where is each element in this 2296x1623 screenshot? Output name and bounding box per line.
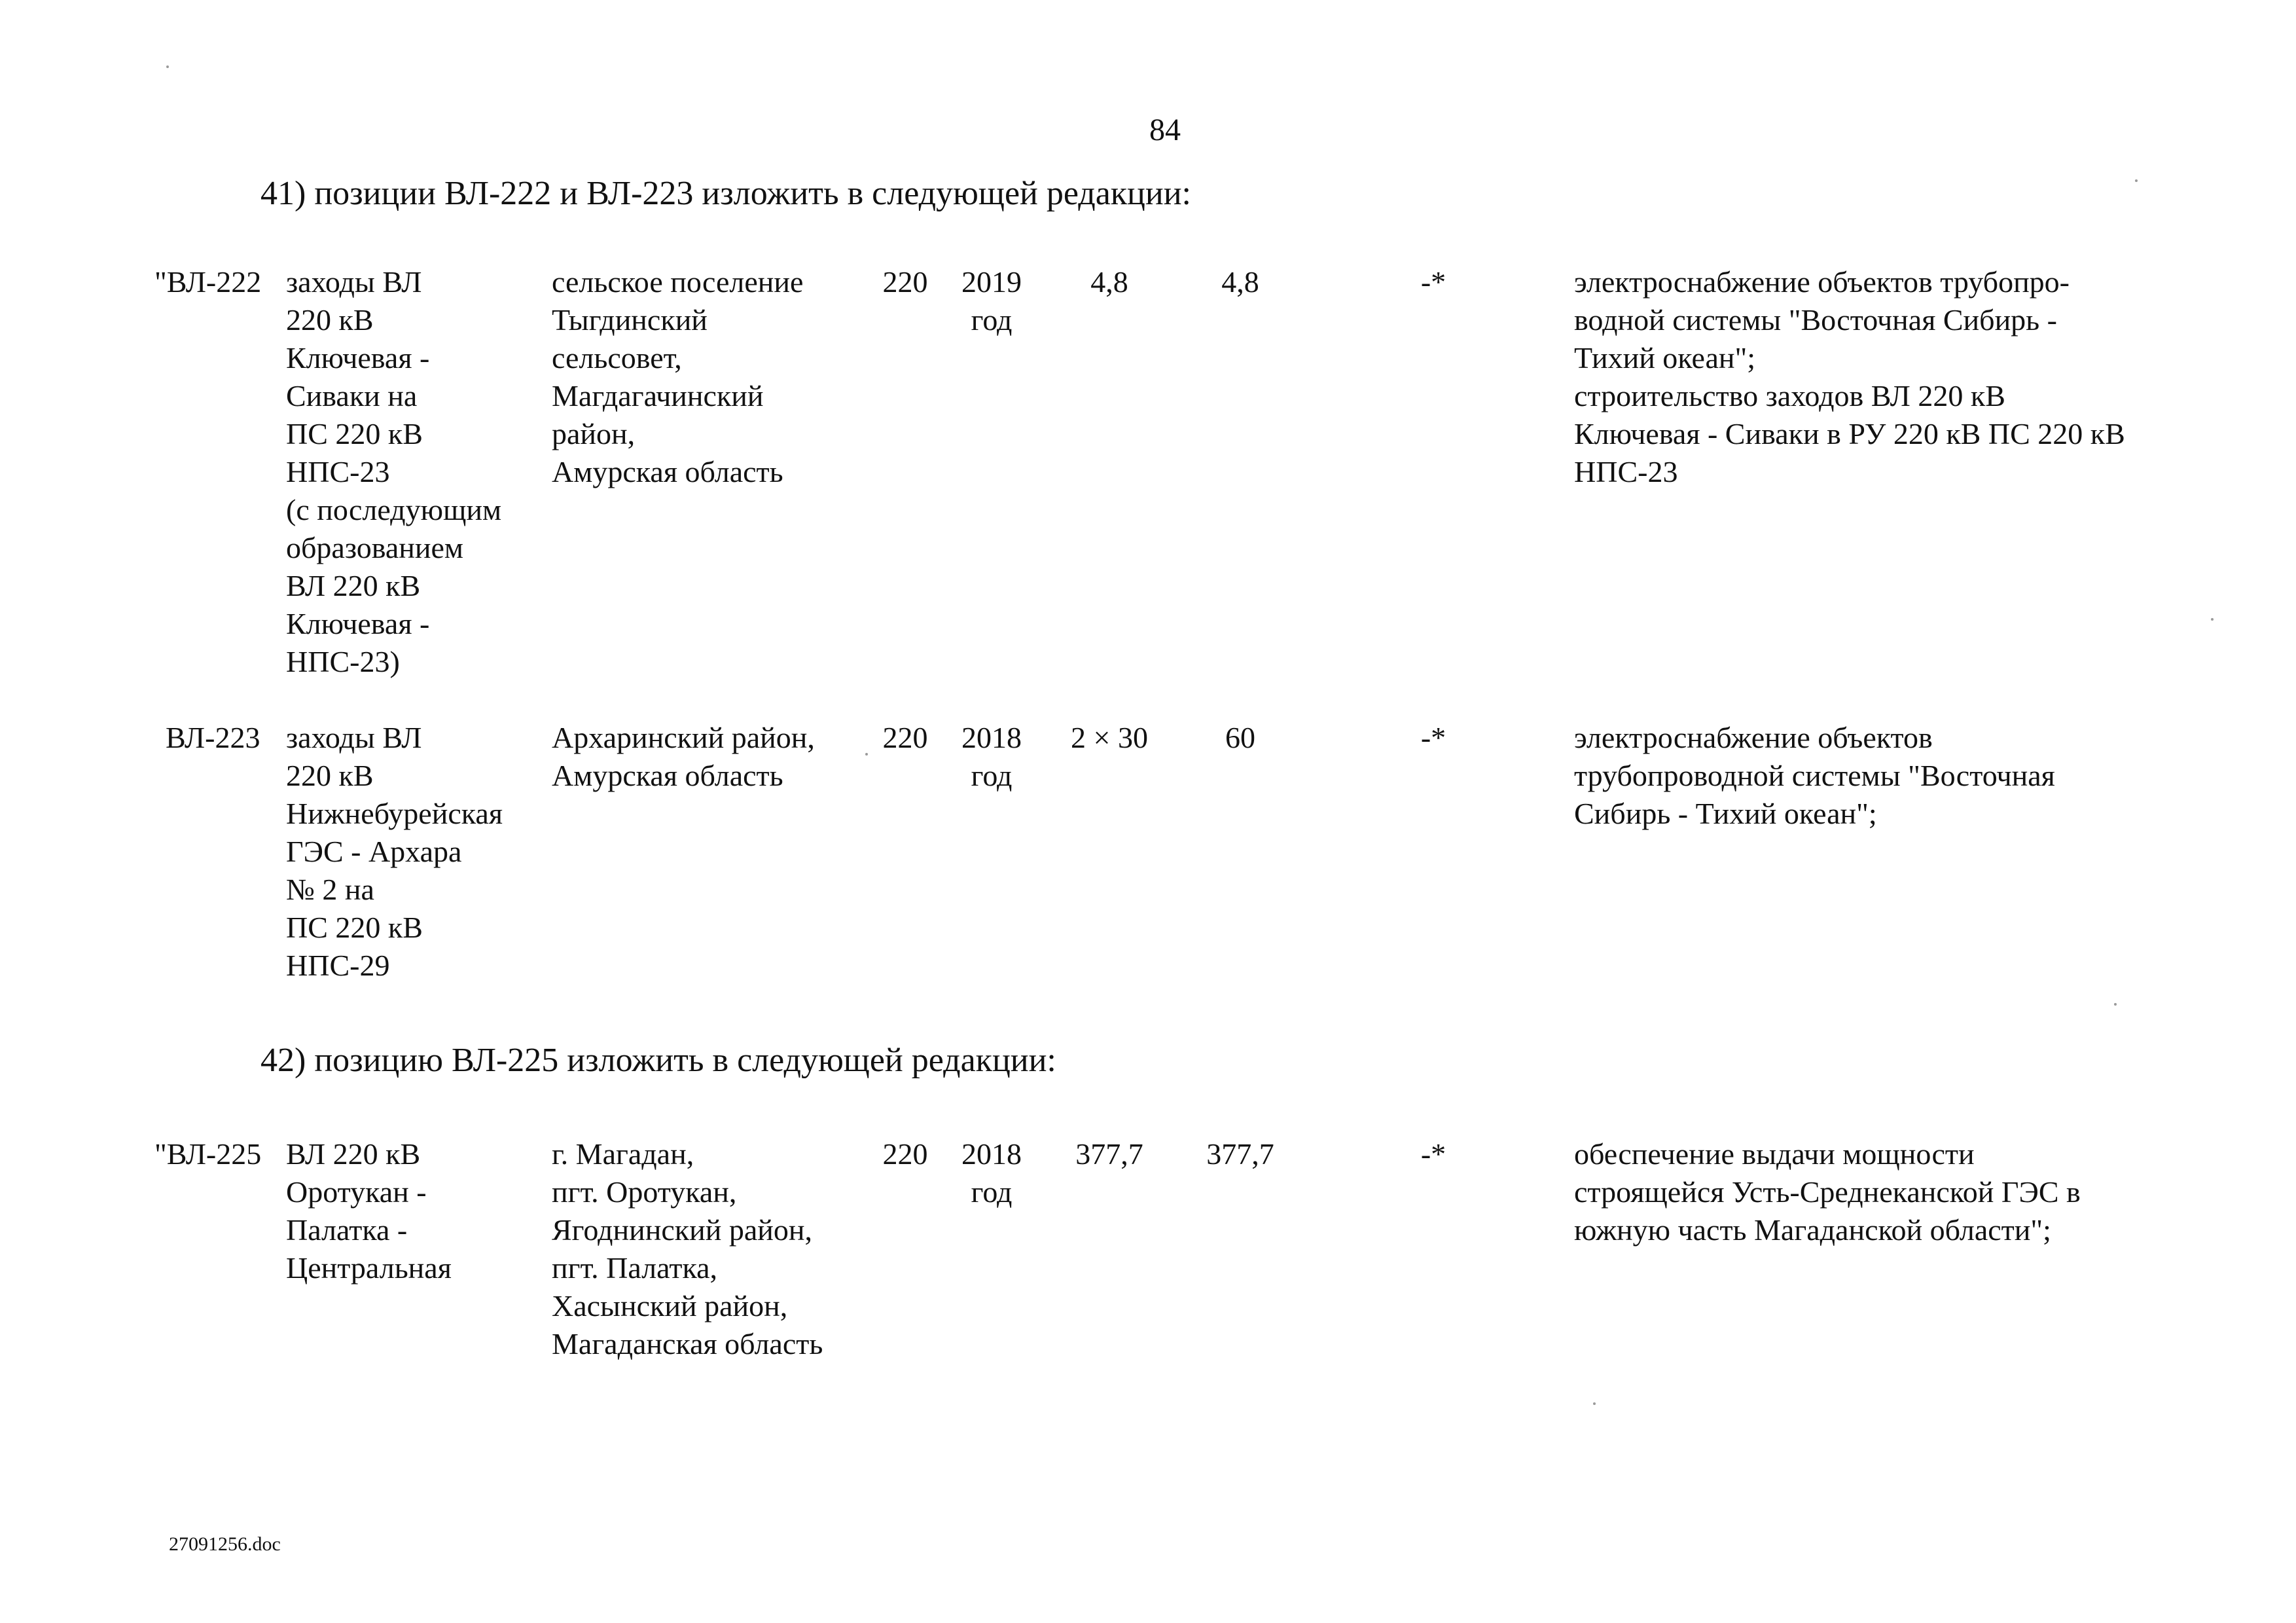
row-length-total: 60 [1225, 721, 1255, 754]
row-length-total: 377,7 [1206, 1137, 1274, 1171]
row-mark: -* [1420, 721, 1446, 754]
section-heading-41: 41) позиции ВЛ-222 и ВЛ-223 изложить в следующей редакции: [260, 175, 1191, 212]
scan-speck [2135, 179, 2138, 182]
row-code: "ВЛ-225 [154, 1137, 262, 1171]
row-mark: -* [1420, 265, 1446, 299]
row-year: 2018 год [961, 721, 1022, 792]
row-length: 4,8 [1090, 265, 1128, 299]
row-location: сельское поселение Тыгдинский сельсовет, Магдагачинский район, Амурская область [552, 265, 804, 488]
scan-speck [1593, 1402, 1596, 1405]
row-name: заходы ВЛ 220 кВ Нижнебурейская ГЭС - Архара № 2 на ПС 220 кВ НПС-29 [286, 721, 503, 982]
row-name: заходы ВЛ 220 кВ Ключевая - Сиваки на ПС 220 кВ НПС-23 (с последующим образованием ВЛ 220 кВ Ключевая - НПС-23) [286, 265, 502, 678]
row-voltage: 220 [882, 1137, 928, 1171]
scan-speck [2114, 1003, 2117, 1006]
row-name: ВЛ 220 кВ Оротукан - Палатка - Центральная [286, 1137, 452, 1285]
page-number: 84 [1149, 113, 1181, 147]
scan-speck [166, 65, 169, 68]
file-name-footer: 27091256.doc [169, 1533, 281, 1555]
row-purpose: электроснабжение объектов трубопро- водной системы "Восточная Сибирь - Тихий океан"; строительство заходов ВЛ 220 кВ Ключевая - Сиваки в РУ 220 кВ ПС 220 кВ НПС-23 [1574, 265, 2125, 488]
row-voltage: 220 [882, 721, 928, 754]
row-code: ВЛ-223 [166, 721, 260, 754]
row-location: Архаринский район, Амурская область [552, 721, 815, 792]
row-purpose: электроснабжение объектов трубопроводной системы "Восточная Сибирь - Тихий океан"; [1574, 721, 2055, 830]
row-mark: -* [1420, 1137, 1446, 1171]
row-location: г. Магадан, пгт. Оротукан, Ягоднинский район, пгт. Палатка, Хасынский район, Магаданская область [552, 1137, 823, 1360]
scan-speck [2211, 618, 2214, 621]
scan-speck [865, 753, 868, 756]
row-length-total: 4,8 [1221, 265, 1259, 299]
row-voltage: 220 [882, 265, 928, 299]
section-heading-42: 42) позицию ВЛ-225 изложить в следующей редакции: [260, 1042, 1056, 1079]
row-purpose: обеспечение выдачи мощности строящейся Усть-Среднеканской ГЭС в южную часть Магаданской области"; [1574, 1137, 2081, 1247]
row-length: 377,7 [1075, 1137, 1143, 1171]
row-length: 2 × 30 [1071, 721, 1148, 754]
row-code: "ВЛ-222 [154, 265, 262, 299]
row-year: 2019 год [961, 265, 1022, 337]
row-year: 2018 год [961, 1137, 1022, 1209]
